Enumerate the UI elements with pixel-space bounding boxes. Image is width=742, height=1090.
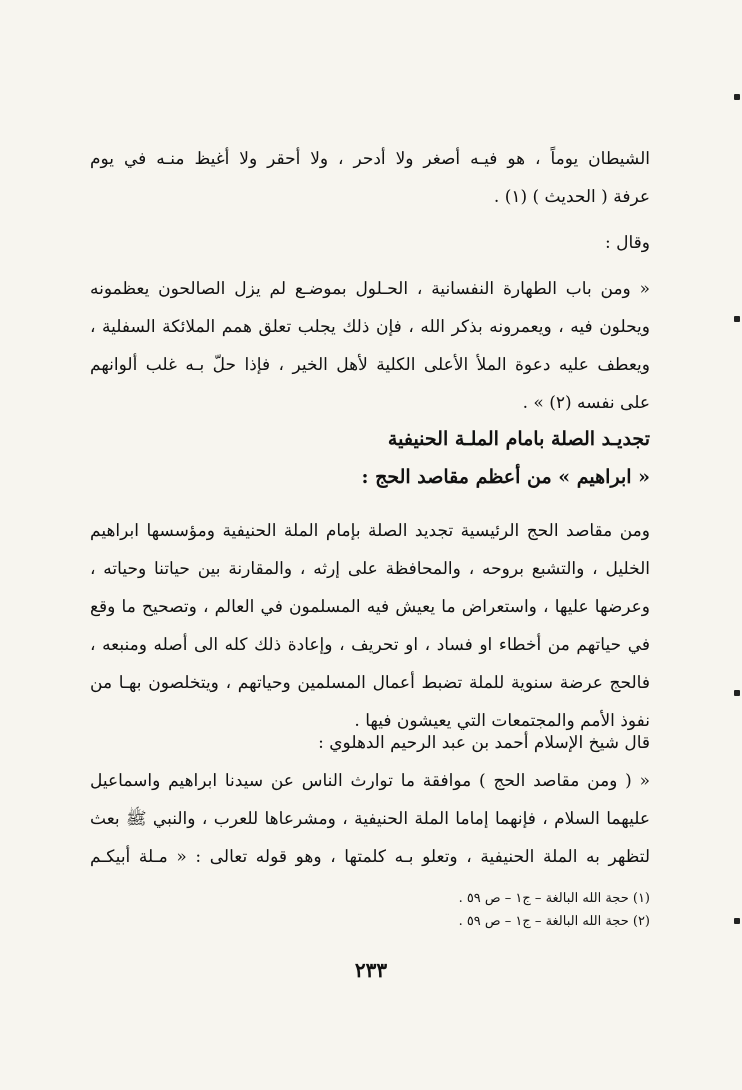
text-line: وعرضها عليها ، واستعراض ما يعيش فيه المسلمون في العالم ، وتصحيح ما وقع (90, 597, 650, 617)
footnote-2: (٢) حجة الله البالغة – ج١ – ص ٥٩ . (458, 914, 650, 929)
text-line: لتظهر به الملة الحنيفية ، وتعلو بـه كلمتها ، وهو قوله تعالى : « مـلة أبيكـم (90, 847, 650, 867)
text-line: عرفة ( الحديث ) (١) . (493, 187, 650, 207)
paragraph-hadith-end (90, 140, 650, 216)
text-line: عليهما السلام ، فإنهما إماما الملة الحنيفية ، ومشرعاها للعرب ، والنبي ﷺ بعث (90, 809, 650, 829)
qaal-line (90, 224, 650, 262)
paragraph-main (90, 512, 650, 740)
text-line: فالحج عرضة سنوية للملة تضبط أعمال المسلمين وحياتهم ، ويتخلصون بهـا من (90, 673, 650, 693)
text-line: « ومن باب الطهارة النفسانية ، الحـلول بموضـع لم يزل الصالحون يعظمونه (90, 279, 650, 299)
scan-edge-mark (734, 918, 740, 924)
footnote-1: (١) حجة الله البالغة – ج١ – ص ٥٩ . (458, 891, 650, 906)
heading-line-2: « ابراهيم » من أعظم مقاصد الحج : (361, 466, 650, 488)
text-line: ومن مقاصد الحج الرئيسية تجديد الصلة بإمام الملة الحنيفية ومؤسسها ابراهيم (90, 521, 650, 541)
paragraph-dehlawi (90, 724, 650, 876)
page-number: ٢٣٣ (354, 958, 388, 982)
footnotes (90, 887, 650, 933)
scan-edge-mark (734, 94, 740, 100)
text-line: الشيطان يوماً ، هو فيـه أصغر ولا أدحر ، ولا أحقر ولا أغيظ منـه في يوم (90, 149, 650, 169)
text-line: ويحلون فيه ، ويعمرونه بذكر الله ، فإن ذلك يجلب تعلق همم الملائكة السفلية ، (90, 317, 650, 337)
heading-line-1: تجديـد الصلة بامام الملـة الحنيفية (387, 428, 650, 450)
text-line: قال شيخ الإسلام أحمد بن عبد الرحيم الدهلوي : (318, 733, 650, 753)
text-line: « ( ومن مقاصد الحج ) موافقة ما توارث الناس عن سيدنا ابراهيم واسماعيل (90, 771, 650, 791)
text-line: الخليل ، والتشبع بروحه ، والمحافظة على إرثه ، والمقارنة بين حياتنا وحياته ، (90, 559, 650, 579)
text-line: وقال : (605, 233, 650, 253)
paragraph-quote (90, 270, 650, 422)
scan-edge-mark (734, 316, 740, 322)
text-line: في حياتهم من أخطاء او فساد ، او تحريف ، وإعادة ذلك كله الى أصله ومنبعه ، (90, 635, 650, 655)
section-heading (90, 420, 650, 496)
scan-edge-mark (734, 690, 740, 696)
text-line: نفوذ الأمم والمجتمعات التي يعيشون فيها . (354, 711, 650, 731)
text-line: ويعطف عليه دعوة الملأ الأعلى الكلية لأهل الخير ، فإذا حلّ بـه غلب ألوانهم (90, 355, 650, 375)
text-line: على نفسه (٢) » . (522, 393, 650, 413)
